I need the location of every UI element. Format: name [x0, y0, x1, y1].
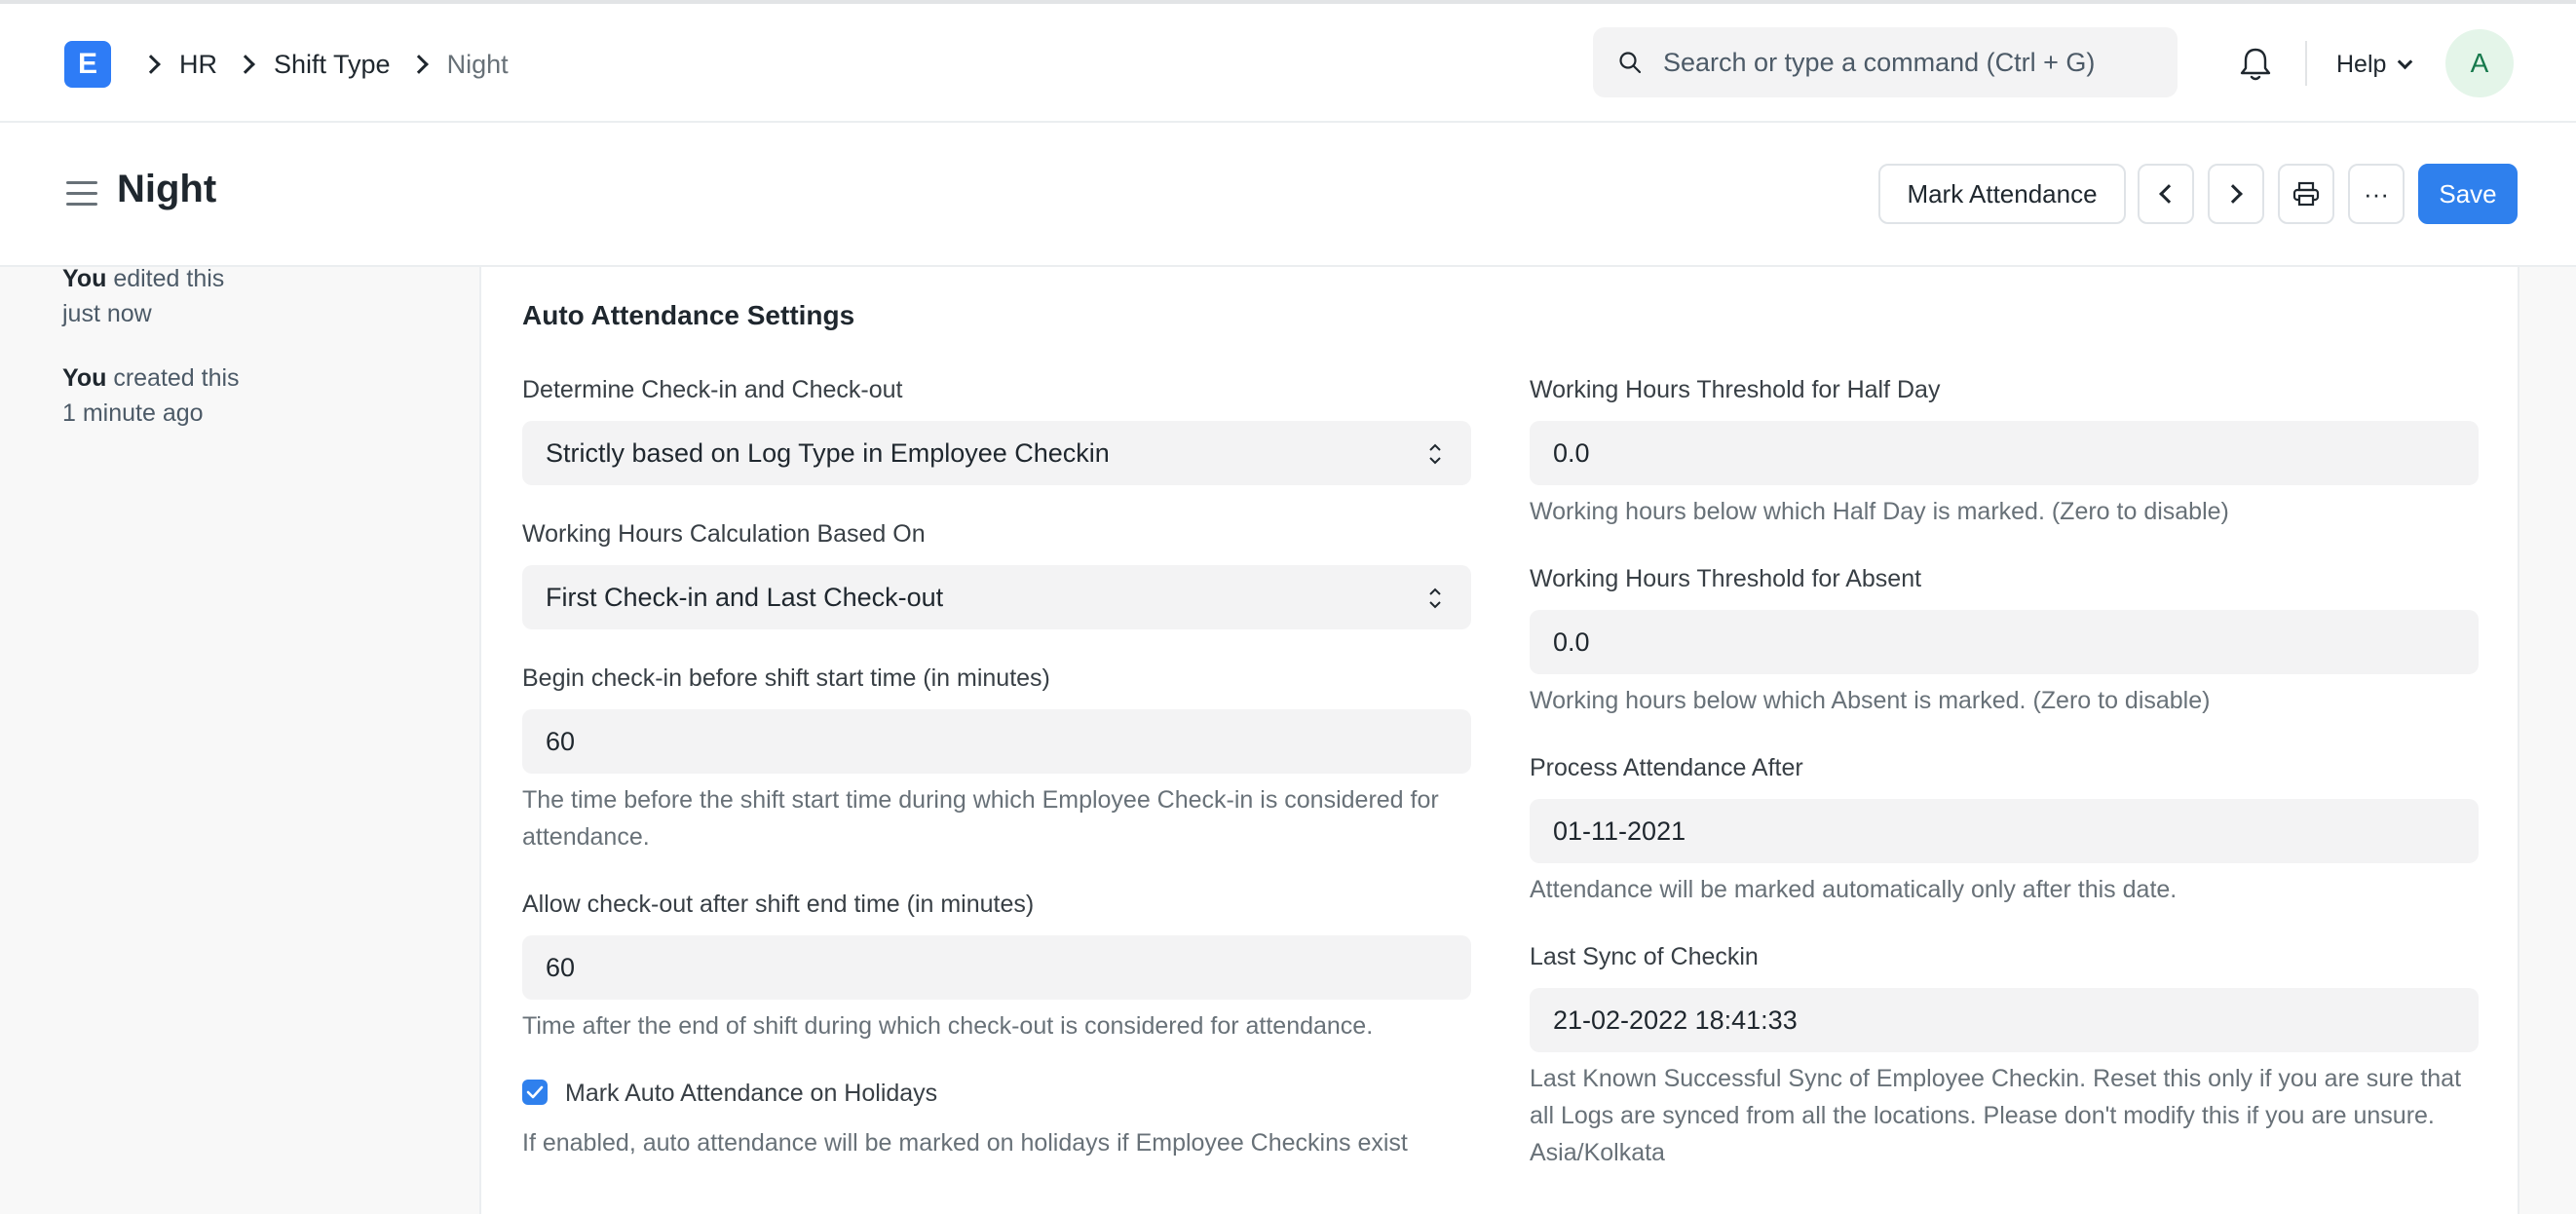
- breadcrumb-shift-type[interactable]: Shift Type: [274, 49, 391, 79]
- timeline-entry: [62, 360, 394, 431]
- determine-checkin-label: Determine Check-in and Check-out: [522, 376, 903, 403]
- halfday-threshold-value: 0.0: [1553, 437, 1590, 468]
- help-dropdown[interactable]: [2336, 43, 2410, 86]
- last-sync-label: Last Sync of Checkin: [1530, 943, 1759, 970]
- select-arrows-icon: [1428, 585, 1442, 612]
- working-hours-calc-select[interactable]: [522, 565, 1471, 629]
- begin-checkin-label: Begin check-in before shift start time (in minutes): [522, 664, 1050, 692]
- process-after-description: Attendance will be marked automatically only after this date.: [1530, 876, 2178, 903]
- chevron-left-icon: [2159, 184, 2178, 204]
- allow-checkout-description: Time after the end of shift during which check-out is considered for attendance.: [522, 1012, 1374, 1040]
- process-after-input[interactable]: [1530, 799, 2479, 863]
- search-input[interactable]: [1663, 27, 2160, 97]
- page-title: Night: [117, 168, 217, 210]
- last-sync-value: 21-02-2022 18:41:33: [1553, 1005, 1798, 1035]
- next-record-button[interactable]: [2208, 164, 2264, 224]
- timeline-time: just now: [62, 300, 152, 327]
- halfday-threshold-input[interactable]: [1530, 421, 2479, 485]
- allow-checkout-label: Allow check-out after shift end time (in minutes): [522, 891, 1035, 918]
- process-after-label: Process Attendance After: [1530, 754, 1803, 781]
- avatar[interactable]: A: [2445, 29, 2514, 97]
- working-hours-calc-value: First Check-in and Last Check-out: [546, 582, 944, 612]
- sidebar-toggle-icon[interactable]: [66, 181, 97, 207]
- working-hours-calc-label: Working Hours Calculation Based On: [522, 520, 926, 548]
- begin-checkin-description: The time before the shift start time during which Employee Check-in is considered for attendance.: [522, 786, 1439, 851]
- help-label: Help: [2336, 50, 2387, 78]
- timeline-user: You: [62, 265, 107, 292]
- absent-threshold-value: 0.0: [1553, 626, 1590, 657]
- search-icon: [1618, 51, 1642, 74]
- breadcrumb: [136, 41, 509, 88]
- halfday-threshold-label: Working Hours Threshold for Half Day: [1530, 376, 1941, 403]
- bell-icon[interactable]: [2239, 47, 2272, 82]
- timeline-entry: [62, 261, 394, 331]
- select-arrows-icon: [1428, 440, 1442, 468]
- breadcrumb-current[interactable]: Night: [446, 49, 509, 79]
- holidays-checkbox[interactable]: [522, 1080, 548, 1105]
- previous-record-button[interactable]: [2138, 164, 2194, 224]
- chevron-right-icon: [236, 55, 255, 74]
- app-logo[interactable]: E: [64, 41, 111, 88]
- begin-checkin-input[interactable]: [522, 709, 1471, 774]
- printer-icon: [2292, 181, 2320, 207]
- process-after-value: 01-11-2021: [1553, 816, 1686, 846]
- more-actions-button[interactable]: ···: [2348, 164, 2405, 224]
- absent-threshold-input[interactable]: [1530, 610, 2479, 674]
- timeline-user: You: [62, 364, 107, 392]
- section-title: Auto Attendance Settings: [522, 300, 855, 330]
- timeline-time: 1 minute ago: [62, 399, 204, 427]
- allow-checkout-input[interactable]: [522, 935, 1471, 1000]
- last-sync-input[interactable]: [1530, 988, 2479, 1052]
- halfday-threshold-description: Working hours below which Half Day is marked. (Zero to disable): [1530, 498, 2229, 525]
- chevron-right-icon: [2223, 184, 2243, 204]
- last-sync-timezone: Asia/Kolkata: [1530, 1139, 1665, 1166]
- determine-checkin-value: Strictly based on Log Type in Employee Checkin: [546, 437, 1110, 468]
- holidays-description: If enabled, auto attendance will be marked on holidays if Employee Checkins exist: [522, 1129, 1408, 1157]
- breadcrumb-hr[interactable]: HR: [179, 49, 217, 79]
- navbar-divider: [2305, 41, 2307, 86]
- holidays-checkbox-label[interactable]: Mark Auto Attendance on Holidays: [565, 1080, 938, 1107]
- begin-checkin-value: 60: [546, 726, 576, 756]
- checkmark-icon: [526, 1085, 544, 1099]
- print-button[interactable]: [2278, 164, 2334, 224]
- search-bar[interactable]: [1593, 27, 2178, 97]
- activity-timeline: [62, 261, 394, 460]
- absent-threshold-label: Working Hours Threshold for Absent: [1530, 565, 1922, 592]
- determine-checkin-select[interactable]: [522, 421, 1471, 485]
- chevron-right-icon: [409, 55, 429, 74]
- form-card: [479, 267, 2519, 1214]
- absent-threshold-description: Working hours below which Absent is marked. (Zero to disable): [1530, 687, 2211, 714]
- chevron-right-icon: [141, 55, 161, 74]
- last-sync-description: Last Known Successful Sync of Employee Checkin. Reset this only if you are sure that all Logs are synced from all the locations. Please don't modify this if you are unsure.: [1530, 1065, 2462, 1129]
- allow-checkout-value: 60: [546, 952, 576, 982]
- navbar: [0, 4, 2576, 123]
- page-header: [0, 123, 2576, 267]
- save-button[interactable]: Save: [2418, 164, 2518, 224]
- timeline-action: created this: [106, 364, 240, 392]
- chevron-down-icon: [2398, 54, 2413, 69]
- mark-attendance-button[interactable]: Mark Attendance: [1878, 164, 2126, 224]
- timeline-action: edited this: [106, 265, 225, 292]
